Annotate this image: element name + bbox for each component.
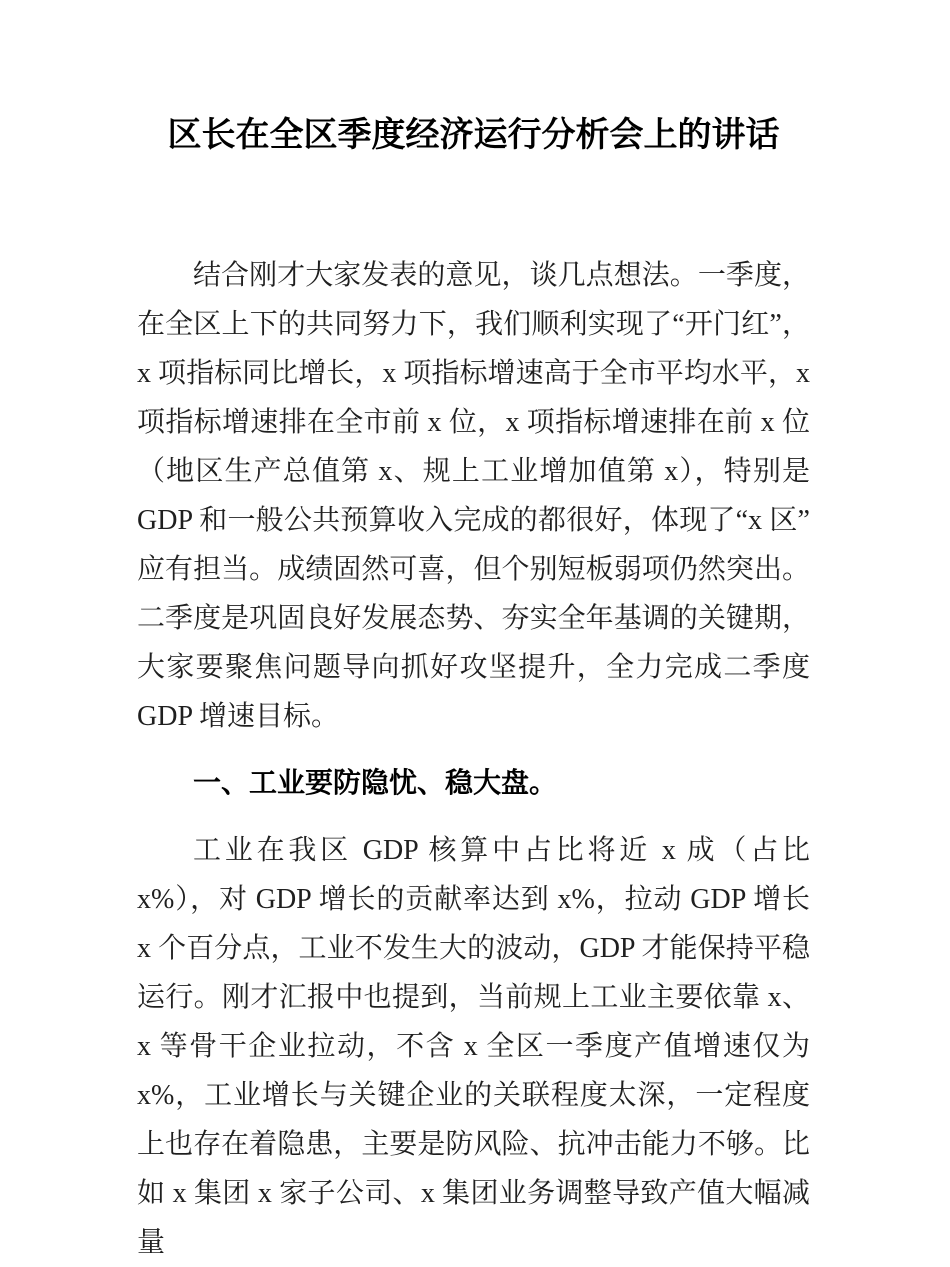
document-title: 区长在全区季度经济运行分析会上的讲话 xyxy=(167,117,780,154)
section-heading-industry: 一、工业要防隐忧、稳大盘。 xyxy=(193,767,558,798)
paragraph-intro: 结合刚才大家发表的意见，谈几点想法。一季度，在全区上下的共同努力下，我们顺利实现了“开门红”，x 项指标同比增长，x 项指标增速高于全市平均水平，x 项指标增速排在全市前 x 位，x 项指标增速排在前 x 位（地区生产总值第 x、规上工业增加值第 x），特别是 GDP 和一般公共预算收入完成的都很好，体现了“x 区”应有担当。成绩固然可喜，但个别短板弱项仍然突出。二季度是巩固良好发展态势、夯实全年基调的关键期，大家要聚焦问题导向抓好攻坚提升，全力完成二季度 GDP 增速目标。 xyxy=(137,260,810,732)
paragraph-industry: 工业在我区 GDP 核算中占比将近 x 成（占比 x%），对 GDP 增长的贡献率达到 x%，拉动 GDP 增长 x 个百分点，工业不发生大的波动，GDP 才能保持平稳运行。刚才汇报中也提到，当前规上工业主要依靠 x、x 等骨干企业拉动，不含 x 全区一季度产值增速仅为 x%，工业增长与关键企业的关联程度太深，一定程度上也存在着隐患，主要是防风险、抗冲击能力不够。比如 x 集团 x 家子公司、x 集团业务调整导致产值大幅减量 xyxy=(137,835,810,1258)
